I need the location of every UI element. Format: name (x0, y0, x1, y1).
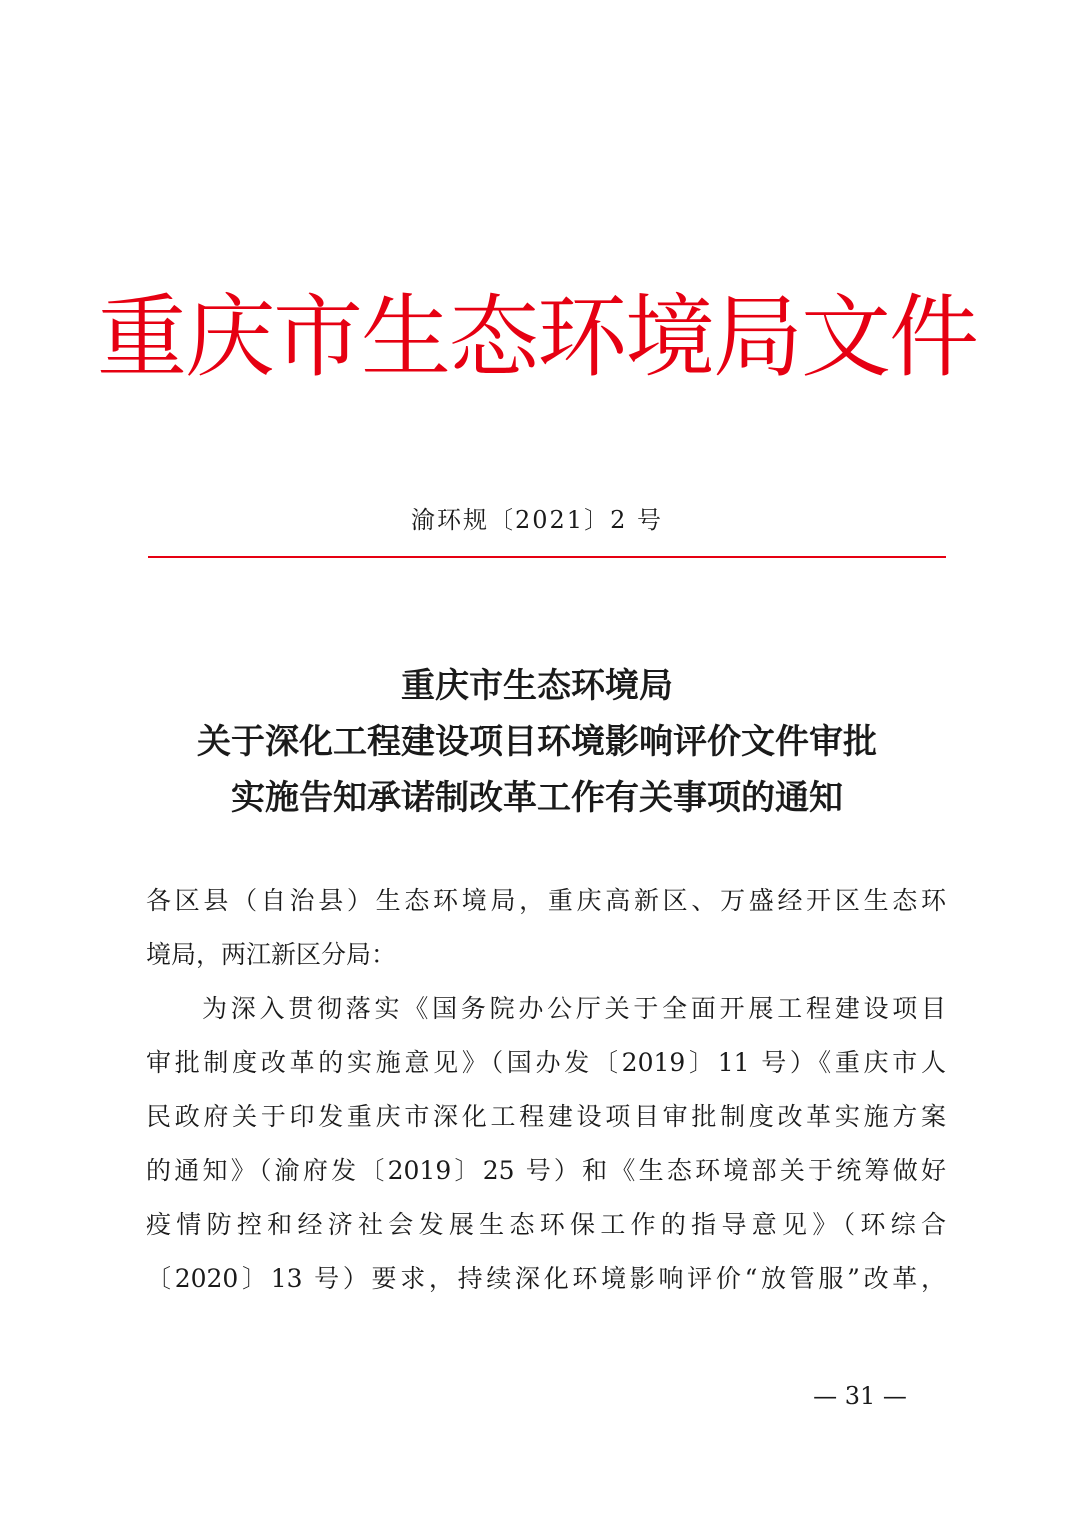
paragraph-line: 审批制度改革的实施意见》（国办发〔2019〕11 号）《重庆市人 (146, 1048, 946, 1077)
paragraph-line: 〔2020〕13 号）要求，持续深化环境影响评价“放管服”改革， (146, 1264, 946, 1293)
paragraph-line: 疫情防控和经济社会发展生态环保工作的指导意见》（环综合 (146, 1210, 946, 1239)
paragraph-line: 的通知》（渝府发〔2019〕25 号）和《生态环境部关于统筹做好 (146, 1156, 946, 1185)
title-line: 实施告知承诺制改革工作有关事项的通知 (231, 778, 843, 818)
document-body (146, 874, 946, 1306)
page-number: — 31 — (813, 1382, 907, 1410)
addressee-line: 各区县（自治县）生态环境局，重庆高新区、万盛经开区生态环 (146, 886, 946, 915)
document-number: 渝环规〔2021〕2 号 (411, 506, 663, 534)
red-divider-rule (148, 556, 946, 558)
title-line: 重庆市生态环境局 (401, 666, 673, 706)
paragraph-line: 为深入贯彻落实《国务院办公厅关于全面开展工程建设项目 (202, 994, 946, 1023)
masthead-title: 重庆市生态环境局文件 (97, 285, 977, 390)
addressee-line: 境局，两江新区分局： (146, 940, 397, 969)
addressee (146, 874, 946, 982)
title-line: 关于深化工程建设项目环境影响评价文件审批 (197, 722, 877, 762)
paragraph-line: 民政府关于印发重庆市深化工程建设项目审批制度改革实施方案 (146, 1102, 946, 1131)
document-title (0, 658, 1074, 826)
paragraph (146, 982, 946, 1306)
